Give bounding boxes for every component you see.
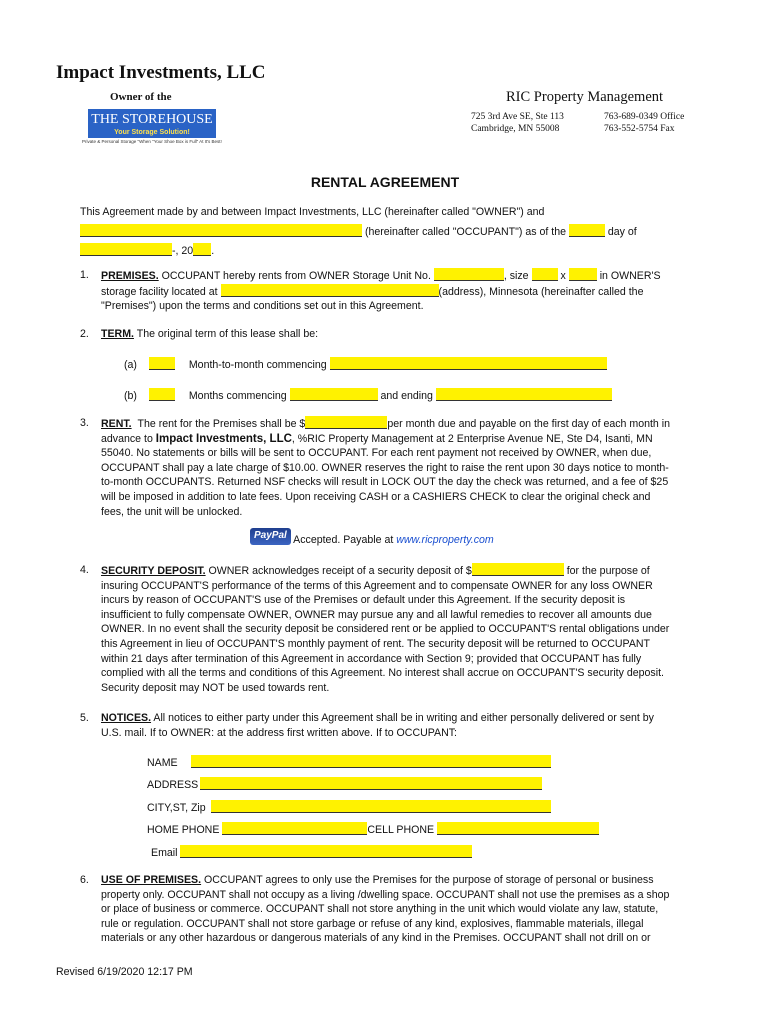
- occupant-name-field[interactable]: [80, 224, 362, 237]
- revision-footer: Revised 6/19/2020 12:17 PM: [56, 966, 193, 978]
- section-premises: PREMISES. OCCUPANT hereby rents from OWNER Storage Unit No. , size x in OWNER'S storage facility located at (address), Minnesota (hereinafter called the "Premises") upon the terms and conditions set out in this Agreement.: [101, 270, 661, 313]
- facility-address-field[interactable]: [221, 284, 439, 297]
- term-option-b: (b) Months commencing and ending: [124, 388, 612, 404]
- notice-address-field[interactable]: [200, 777, 542, 790]
- notice-address-row: ADDRESS: [147, 777, 542, 793]
- logo-footer: Private & Personal Storage "When "Your Shoe Box is Full" At It's Best!: [82, 139, 222, 144]
- unit-number-field[interactable]: [434, 268, 504, 281]
- section-2-number: 2.: [80, 328, 89, 340]
- term-b-check-field[interactable]: [149, 388, 175, 401]
- section-notices: NOTICES. All notices to either party under this Agreement shall be in writing and either personally delivered or sent by U.S. mail. If to OWNER: at the address first written above. If to OCCUPANT:: [101, 712, 654, 739]
- mgmt-address-2: Cambridge, MN 55008: [471, 124, 560, 134]
- company-name: Impact Investments, LLC: [56, 62, 266, 83]
- mgmt-name: RIC Property Management: [506, 89, 664, 105]
- months-end-field[interactable]: [436, 388, 612, 401]
- section-security-deposit: SECURITY DEPOSIT. OWNER acknowledges receipt of a security deposit of $ for the purpose of insuring OCCUPANT'S performance of the terms of this Agreement and to compensate OWNER for any loss OWNER incurs by reason of OCCUPANT'S use of the Premises or default under this Agreement. If the security deposit is insufficient to fully compensate OWNER, OWNER may pursue any and all lawful remedies to recover all amounts due OWNER. In no event shall the security deposit be considered rent or be applied to OCCUPANT'S rental obligations under this Agreement in lieu of OCCUPANT'S monthly payment of rent. The security deposit will be returned to OCCUPANT within 21 days after termination of this Agreement in accordance with Section 9; provided that OCCUPANT has fully complied with all the terms and conditions of this Agreement. No interest shall accrue on OCCUPANT'S security deposit. Security deposit may NOT be used towards rent.: [101, 565, 670, 694]
- cell-phone-field[interactable]: [437, 822, 599, 835]
- logo-subtitle: Your Storage Solution!: [114, 129, 190, 136]
- mgmt-address-1: 725 3rd Ave SE, Ste 113: [471, 112, 564, 122]
- section-1-number: 1.: [80, 269, 89, 281]
- storehouse-logo: [82, 109, 222, 145]
- intro-line-3: -, 20 .: [80, 243, 214, 259]
- rent-amount-field[interactable]: [305, 416, 387, 429]
- notice-city-row: CITY,ST, Zip: [147, 800, 551, 816]
- document-title: RENTAL AGREEMENT: [310, 174, 460, 190]
- paypal-line: PayPal Accepted. Payable at www.ricproperty.com: [250, 528, 494, 545]
- size-length-field[interactable]: [569, 268, 597, 281]
- mgmt-phone-fax: 763-552-5754 Fax: [604, 124, 675, 134]
- month-field[interactable]: [80, 243, 172, 256]
- section-4-number: 4.: [80, 564, 89, 576]
- day-field[interactable]: [569, 224, 605, 237]
- notice-phone-row: HOME PHONE CELL PHONE: [147, 822, 599, 838]
- months-start-field[interactable]: [290, 388, 378, 401]
- paypal-logo: PayPal: [250, 528, 291, 545]
- mgmt-phone-office: 763-689-0349 Office: [604, 112, 685, 122]
- section-6-number: 6.: [80, 874, 89, 886]
- notice-name-field[interactable]: [191, 755, 551, 768]
- notice-name-row: NAME: [147, 755, 551, 771]
- intro-line-1: This Agreement made by and between Impact Investments, LLC (hereinafter called "OWNER") and: [80, 206, 545, 218]
- owner-of-label: Owner of the: [110, 91, 172, 103]
- section-use-of-premises: USE OF PREMISES. OCCUPANT agrees to only use the Premises for the purpose of storage of personal or business property only. OCCUPANT shall not occupy as a living /dwelling space. OCCUPANT shall not use the premises as a shop or place of business or commerce. OCCUPANT shall not store anything in the unit which would violate any law, statute, rule or regulation. OCCUPANT shall not store garbage or refuse of any kind, explosives, flammable materials, illegal materials or any other hazardous or dangerous materials of any kind in the Premises. OCCUPANT shall not drill on or: [101, 874, 670, 945]
- intro-line-2: (hereinafter called "OCCUPANT") as of the day of: [80, 224, 637, 240]
- deposit-amount-field[interactable]: [472, 563, 564, 576]
- month-to-month-start-field[interactable]: [330, 357, 607, 370]
- home-phone-field[interactable]: [222, 822, 367, 835]
- section-rent: RENT. The rent for the Premises shall be $ per month due and payable on the first day of each month in advance to Impact Investments, LLC, %RIC Property Management at 2 Enterprise Avenue NE, Ste D4, Isanti, MN 55040. No statements or bills will be sent to OCCUPANT. For each rent payment not received by OWNER, when due, OCCUPANT shall pay a late charge of $10.00. OWNER reserves the right to raise the rent upon 30 days notice to month- to-month OCCUPANTS. Returned NSF checks will result in LOCK OUT the day the check was returned, and a fee of $25 will be imposed in addition to late fees. Upon receiving CASH or a CASHIERS CHECK to clear the original check and fees, the unit will be unlocked.: [101, 418, 671, 518]
- email-field[interactable]: [180, 845, 472, 858]
- section-3-number: 3.: [80, 417, 89, 429]
- section-5-number: 5.: [80, 712, 89, 724]
- year-field[interactable]: [193, 243, 211, 256]
- logo-title: THE STOREHOUSE: [91, 112, 213, 127]
- term-a-check-field[interactable]: [149, 357, 175, 370]
- notice-city-field[interactable]: [211, 800, 551, 813]
- notice-email-row: Email: [151, 845, 472, 861]
- section-term: TERM. The original term of this lease shall be:: [101, 328, 319, 340]
- payment-link[interactable]: www.ricproperty.com: [396, 534, 494, 546]
- term-option-a: (a) Month-to-month commencing: [124, 357, 607, 373]
- size-width-field[interactable]: [532, 268, 558, 281]
